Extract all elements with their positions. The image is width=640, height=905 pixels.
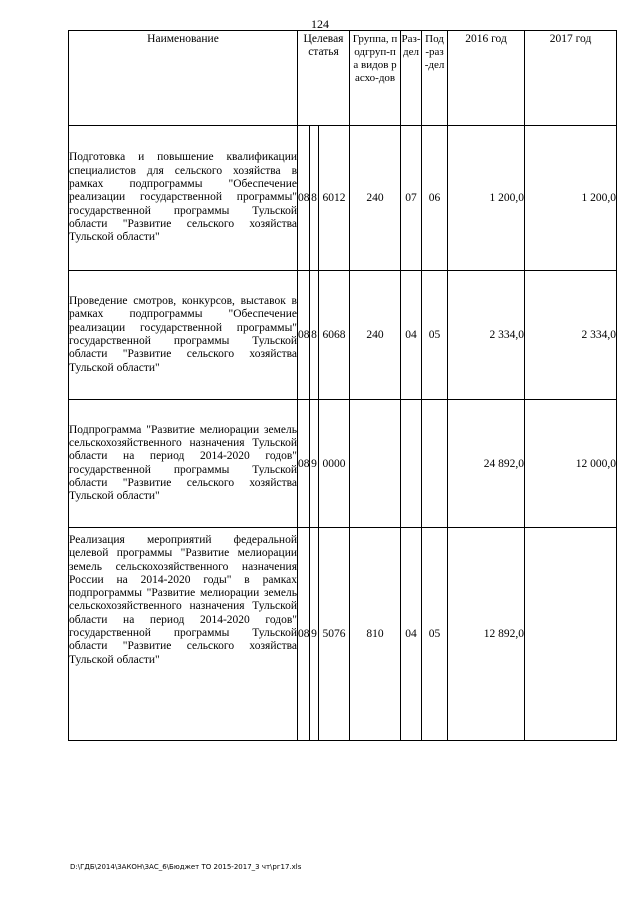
header-subsection (422, 31, 448, 126)
subsection-value (422, 400, 448, 528)
file-path-footer: D:\ГДБ\2014\ЗАКОН\ЗАС_6\Бюджет ТО 2015-2017_3 чт\рг17.xls (70, 863, 302, 871)
target-code-direction: 0000 (319, 400, 350, 528)
header-expense-group-text: Группа, подгруп-па видов расхо-дов (352, 33, 398, 84)
target-code-program: 08 (298, 126, 310, 271)
target-code-program: 08 (298, 528, 310, 741)
amount-2017: 1 200,0 (525, 126, 617, 271)
row-name (69, 126, 298, 271)
target-code-subprogram: 9 (310, 528, 319, 741)
amount-2017 (525, 528, 617, 741)
page-number: 124 (311, 17, 329, 31)
section-value: 04 (401, 528, 422, 741)
table-row (69, 126, 617, 271)
expense-group-value: 810 (350, 528, 401, 741)
section-value (401, 400, 422, 528)
row-name (69, 528, 298, 741)
header-expense-group (350, 31, 401, 126)
target-code-subprogram: 8 (310, 126, 319, 271)
header-name: Наименование (69, 31, 298, 126)
row-name-text: Проведение смотров, конкурсов, выставок в рамках подпрограммы "Обеспечение реализации государственной программы" государственной программы Тульской области "Развитие сельского хозяйства Тульской области" (69, 295, 297, 374)
header-section (401, 31, 422, 126)
budget-table (68, 30, 617, 741)
subsection-value: 05 (422, 528, 448, 741)
header-year-2016: 2016 год (448, 31, 525, 126)
header-year-2017: 2017 год (525, 31, 617, 126)
target-code-direction: 6012 (319, 126, 350, 271)
target-code-direction: 6068 (319, 271, 350, 400)
subsection-value: 05 (422, 271, 448, 400)
table-row (69, 528, 617, 741)
header-section-text: Раз-дел (401, 33, 421, 58)
table-header-row (69, 31, 617, 126)
amount-2016: 24 892,0 (448, 400, 525, 528)
amount-2017: 2 334,0 (525, 271, 617, 400)
row-name (69, 400, 298, 528)
subsection-value: 06 (422, 126, 448, 271)
row-name-text: Реализация мероприятий федеральной целевой программы "Развитие мелиорации земель сельскохозяйственного назначения России на 2014-2020 годы" в рамках подпрограммы "Развитие мелиорации земель сельскохозяйственного назначения Тульской области на период 2014-2020 годов" государственной программы Тульской области "Развитие сельского хозяйства Тульской области" (69, 534, 297, 666)
header-target-article-text: Целевая статья (303, 33, 344, 58)
target-code-program: 08 (298, 271, 310, 400)
row-name (69, 271, 298, 400)
section-value: 07 (401, 126, 422, 271)
target-code-subprogram: 8 (310, 271, 319, 400)
header-target-article (298, 31, 350, 126)
header-subsection-text: Под-раз-дел (424, 33, 445, 71)
target-code-subprogram: 9 (310, 400, 319, 528)
amount-2017: 12 000,0 (525, 400, 617, 528)
expense-group-value: 240 (350, 271, 401, 400)
section-value: 04 (401, 271, 422, 400)
amount-2016: 12 892,0 (448, 528, 525, 741)
amount-2016: 2 334,0 (448, 271, 525, 400)
row-name-text: Подготовка и повышение квалификации специалистов для сельского хозяйства в рамках подпрограммы "Обеспечение реализации государственной программы" государственной программы Тульской области "Развитие сельского хозяйства Тульской области" (69, 151, 297, 244)
amount-2016: 1 200,0 (448, 126, 525, 271)
target-code-program: 08 (298, 400, 310, 528)
row-name-text: Подпрограмма "Развитие мелиорации земель сельскохозяйственного назначения Тульской области на период 2014-2020 годов" государственной программы Тульской области "Развитие сельского хозяйства Тульской области" (69, 423, 297, 503)
table-row (69, 271, 617, 400)
table-row (69, 400, 617, 528)
expense-group-value: 240 (350, 126, 401, 271)
expense-group-value (350, 400, 401, 528)
target-code-direction: 5076 (319, 528, 350, 741)
